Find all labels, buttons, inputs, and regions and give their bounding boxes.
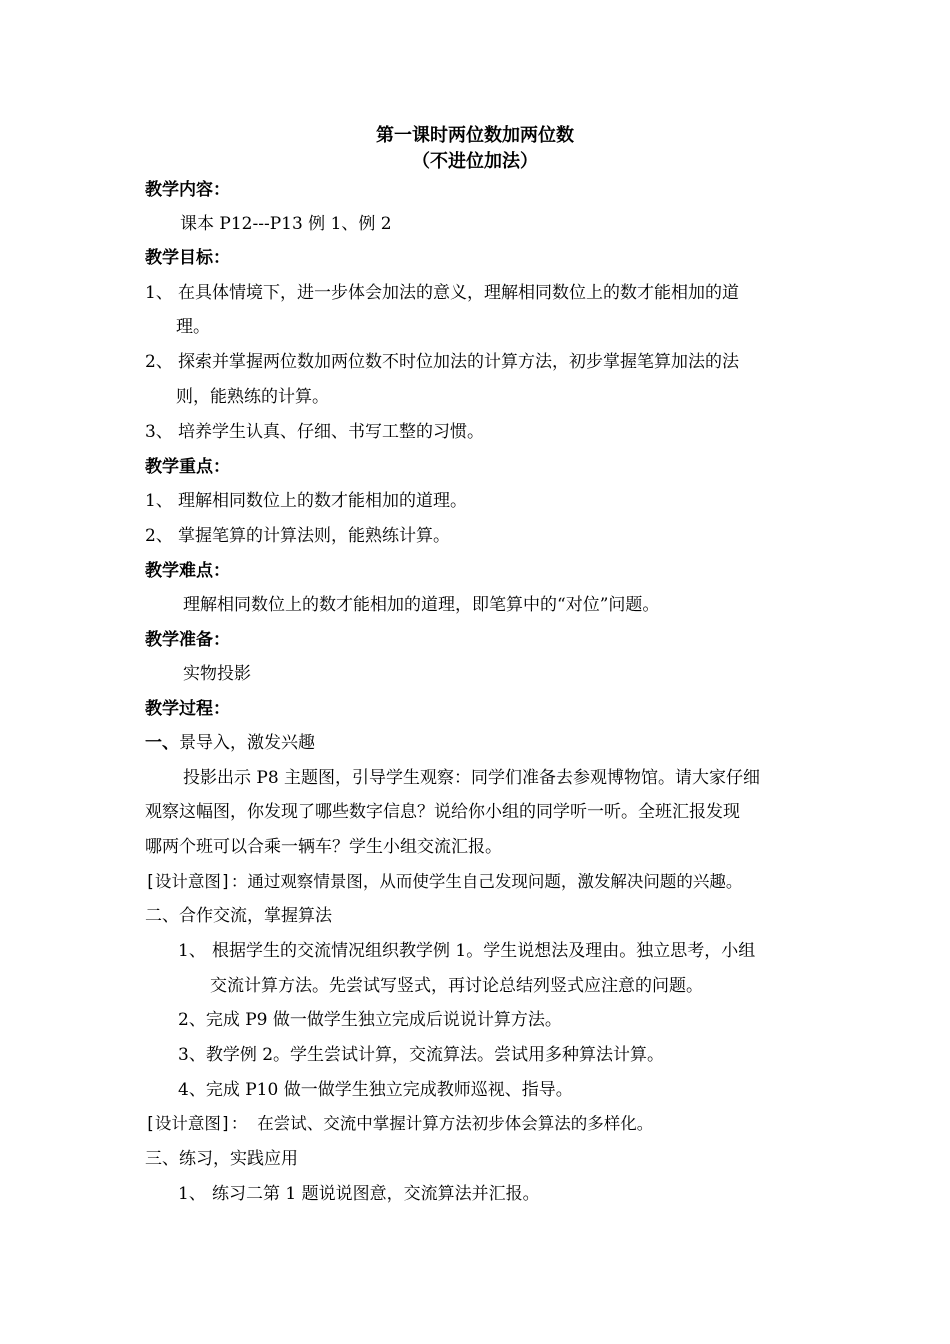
section1-title <box>145 731 315 755</box>
section2-item4: 4、完成 P10 做一做学生独立完成教师巡视、指导。 <box>178 1080 573 1100</box>
preparation-heading: 教学准备： <box>145 630 230 650</box>
difficulty-heading: 教学难点： <box>145 561 230 581</box>
section2-item2: 2、完成 P9 做一做学生独立完成后说说计算方法。 <box>178 1010 562 1030</box>
keypoint-1-num: 1、 <box>145 491 173 511</box>
goal-2-line1: 探索并掌握两位数加两位数不时位加法的计算方法，初步掌握笔算加法的法 <box>178 352 739 372</box>
content-text: 课本 P12---P13 例 1、例 2 <box>180 214 392 234</box>
goal-3-line1: 培养学生认真、仔细、书写工整的习惯。 <box>178 422 484 442</box>
section3-title: 三、练习，实践应用 <box>145 1149 298 1169</box>
section1-design-note: [设计意图]：通过观察情景图，从而使学生自己发现问题，激发解决问题的兴趣。 <box>145 872 743 891</box>
section1-lead: 一、 <box>145 733 179 753</box>
goal-1-num: 1、 <box>145 283 173 303</box>
goal-2-line2: 则，能熟练的计算。 <box>176 387 329 407</box>
page-subtitle: （不进位加法） <box>412 151 538 172</box>
goals-heading: 教学目标： <box>145 248 230 268</box>
section2-design-note: [设计意图]： 在尝试、交流中掌握计算方法初步体会算法的多样化。 <box>145 1114 654 1133</box>
section1-title-text: 景导入，激发兴趣 <box>179 733 315 753</box>
content-heading: 教学内容： <box>145 180 230 200</box>
section1-para-line3: 哪两个班可以合乘一辆车？学生小组交流汇报。 <box>145 837 502 857</box>
section3-item1-num: 1、 <box>178 1184 206 1204</box>
keypoint-1-text: 理解相同数位上的数才能相加的道理。 <box>178 491 467 511</box>
keypoint-2-text: 掌握笔算的计算法则，能熟练计算。 <box>178 526 450 546</box>
section2-item3: 3、教学例 2。学生尝试计算，交流算法。尝试用多种算法计算。 <box>178 1045 665 1065</box>
preparation-text: 实物投影 <box>183 664 251 684</box>
keypoints-heading: 教学重点： <box>145 457 230 477</box>
goal-1-line1: 在具体情境下，进一步体会加法的意义，理解相同数位上的数才能相加的道 <box>178 283 739 303</box>
section2-item1-num: 1、 <box>178 941 206 961</box>
section2-item1-line1: 根据学生的交流情况组织教学例 1。学生说想法及理由。独立思考，小组 <box>212 941 756 961</box>
goal-1-line2: 理。 <box>176 317 210 337</box>
section1-para-line2: 观察这幅图，你发现了哪些数字信息？说给你小组的同学听一听。全班汇报发现 <box>145 802 740 822</box>
goal-2-num: 2、 <box>145 352 173 372</box>
section1-para-line1: 投影出示 P8 主题图，引导学生观察：同学们准备去参观博物馆。请大家仔细 <box>183 768 761 788</box>
goal-3-num: 3、 <box>145 422 173 442</box>
keypoint-2-num: 2、 <box>145 526 173 546</box>
section3-item1-text: 练习二第 1 题说说图意，交流算法并汇报。 <box>212 1184 540 1204</box>
page-title: 第一课时两位数加两位数 <box>376 125 574 146</box>
section2-item1-line2: 交流计算方法。先尝试写竖式，再讨论总结列竖式应注意的问题。 <box>210 976 703 996</box>
difficulty-text: 理解相同数位上的数才能相加的道理，即笔算中的“对位”问题。 <box>183 595 660 615</box>
process-heading: 教学过程： <box>145 699 230 719</box>
section2-title: 二、合作交流，掌握算法 <box>145 906 332 926</box>
